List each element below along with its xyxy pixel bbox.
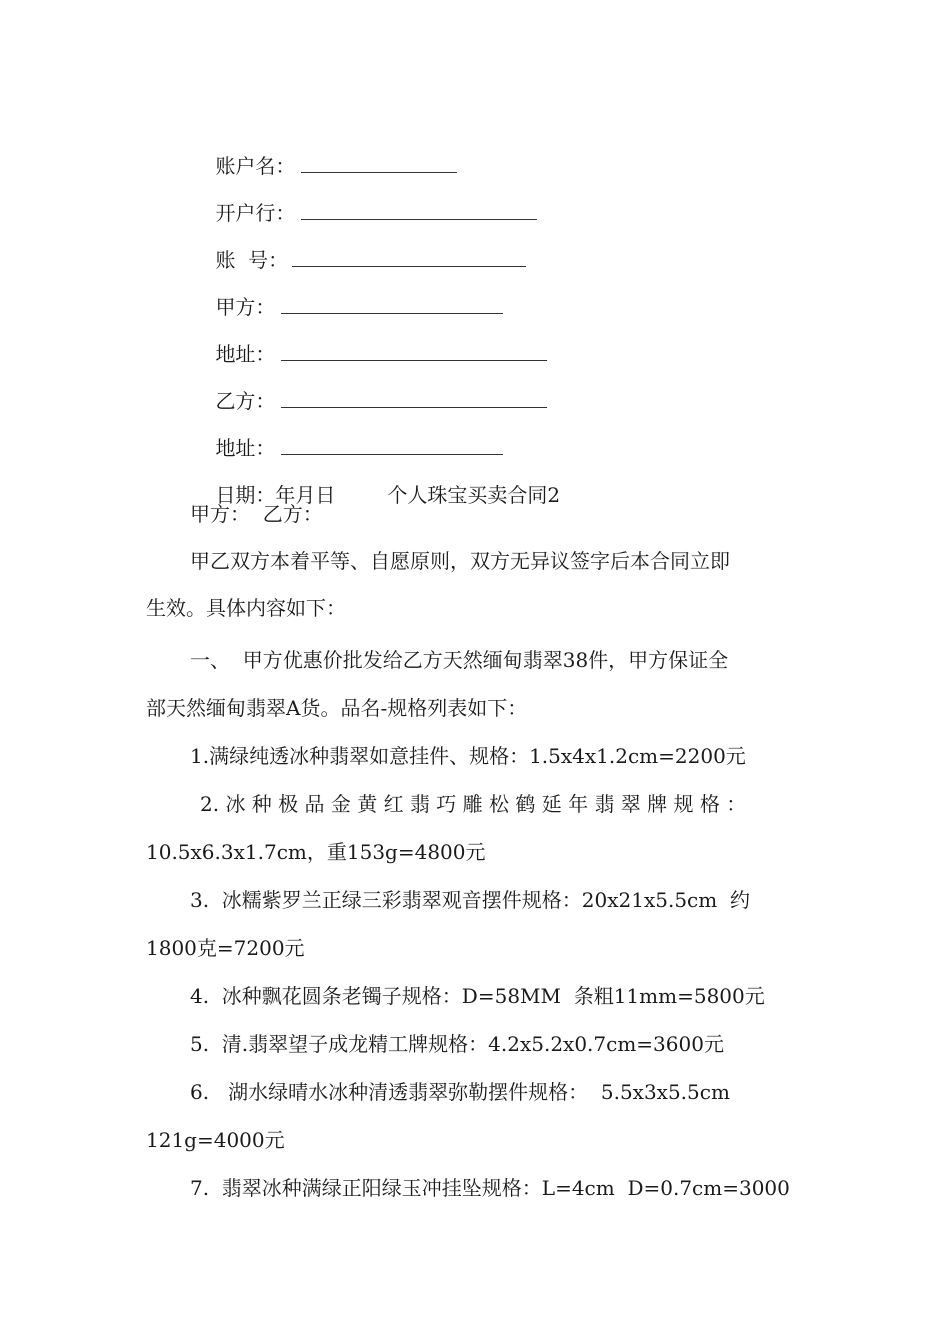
item-2-line-2: 10.5x6.3x1.7cm，重153g=4800元 xyxy=(146,840,486,864)
bank-label: 开户行： xyxy=(215,201,296,225)
account-no-label: 账 号： xyxy=(215,248,289,272)
item-3-line-2: 1800克=7200元 xyxy=(146,936,305,960)
item-2-line-1: 2. 冰 种 极 品 金 黄 红 翡 巧 雕 松 鹤 延 年 翡 翠 牌 规 格 ： xyxy=(200,792,747,816)
clause1-line-1: 一、 甲方优惠价批发给乙方天然缅甸翡翠38件，甲方保证全 xyxy=(190,648,729,672)
parties-line: 甲方： 乙方： xyxy=(190,502,323,526)
item-3-line-1: 3. 冰糯紫罗兰正绿三彩翡翠观音摆件规格：20x21x5.5cm 约 xyxy=(190,888,750,912)
contract-title: 个人珠宝买卖合同2 xyxy=(387,483,561,507)
item-5: 5. 清.翡翠望子成龙精工牌规格：4.2x5.2x0.7cm=3600元 xyxy=(190,1032,724,1056)
item-6-line-1: 6. 湖水绿晴水冰种清透翡翠弥勒摆件规格： 5.5x3x5.5cm xyxy=(190,1080,730,1104)
party-b-label: 乙方： xyxy=(215,389,276,413)
intro-line-2: 生效。具体内容如下： xyxy=(146,596,346,620)
item-1: 1.满绿纯透冰种翡翠如意挂件、规格：1.5x4x1.2cm=2200元 xyxy=(190,744,746,768)
address-a-label: 地址： xyxy=(215,342,276,366)
item-4: 4. 冰种飘花圆条老镯子规格：D=58MM 条粗11mm=5800元 xyxy=(190,984,765,1008)
intro-line-1: 甲乙双方本着平等、自愿原则，双方无异议签字后本合同立即 xyxy=(190,549,730,573)
party-a-label: 甲方： xyxy=(215,295,276,319)
item-6-line-2: 121g=4000元 xyxy=(146,1128,285,1152)
date-text: 日期：年月日 xyxy=(215,483,336,507)
item-7: 7. 翡翠冰种满绿正阳绿玉冲挂坠规格：L=4cm D=0.7cm=3000 xyxy=(190,1176,790,1200)
clause1-line-2: 部天然缅甸翡翠A货。品名-规格列表如下： xyxy=(146,696,528,720)
account-name-label: 账户名： xyxy=(215,154,296,178)
address-b-label: 地址： xyxy=(215,436,276,460)
